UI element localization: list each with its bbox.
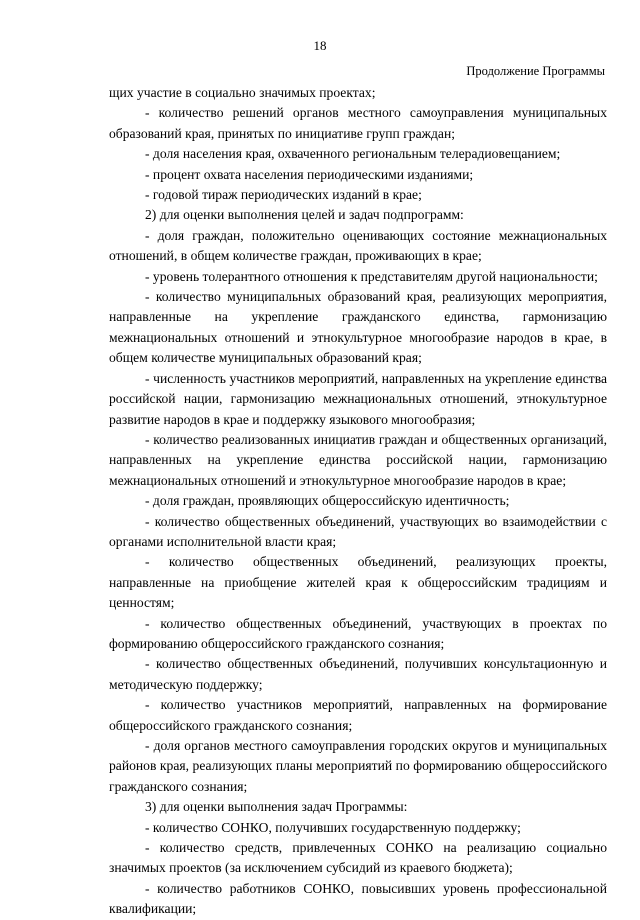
paragraph: - доля граждан, положительно оценивающих состояние межнациональных отношений, в общем количестве граждан, проживающих в крае;	[109, 227, 607, 264]
section-heading: 2) для оценки выполнения целей и задач подпрограмм:	[145, 207, 464, 223]
paragraph: - количество средств, привлеченных СОНКО на реализацию социально значимых проектов (за исключением субсидий из краевого бюджета);	[109, 840, 607, 876]
paragraph: щих участие в социально значимых проектах;	[109, 85, 376, 100]
page-number: 18	[313, 38, 327, 53]
paragraph: - количество общественных объединений, участвующих в проектах по формированию общероссийского гражданского сознания;	[109, 615, 607, 651]
paragraph: - количество СОНКО, получивших государственную поддержку;	[145, 819, 521, 835]
paragraph: - количество участников мероприятий, направленных на формирование общероссийского гражданского сознания;	[109, 697, 607, 733]
paragraph: - количество работников СОНКО, повысивших уровень профессиональной квалификации;	[109, 880, 607, 917]
section-heading: 3) для оценки выполнения задач Программы:	[145, 799, 408, 815]
paragraph: - годовой тираж периодических изданий в крае;	[145, 187, 422, 203]
paragraph: - количество муниципальных образований края, реализующих мероприятия, направленные на укрепление гражданского единства, гармонизацию межнациональных отношений и этнокультурное многообразие народов в крае, в общем количестве муниципальных образований края;	[109, 289, 607, 366]
paragraph: - уровень толерантного отношения к представителям другой национальности;	[145, 268, 598, 284]
paragraph: - численность участников мероприятий, направленных на укрепление единства российской нации, гармонизацию межнациональных отношений, этнокультурное развитие народов в крае и поддержку языкового многообразия;	[109, 370, 607, 427]
paragraph: - доля органов местного самоуправления городских округов и муниципальных районов края, реализующих планы мероприятий по формированию общероссийского гражданского сознания;	[109, 738, 607, 794]
paragraph: - процент охвата населения периодическими изданиями;	[145, 166, 474, 182]
paragraph: - количество реализованных инициатив граждан и общественных организаций, направленных на укрепление единства российской нации, гармонизацию межнациональных отношений и этнокультурное многообразие народов в крае;	[109, 431, 607, 488]
paragraph: - количество общественных объединений, получивших консультационную и методическую поддержку;	[109, 656, 607, 692]
paragraph: - доля граждан, проявляющих общероссийскую идентичность;	[145, 493, 510, 509]
body-text	[109, 83, 607, 920]
paragraph: - количество общественных объединений, реализующих проекты, направленные на приобщение жителей края к общероссийским традициям и ценностям;	[109, 554, 607, 611]
paragraph: - доля населения края, охваченного региональным телерадиовещанием;	[145, 146, 561, 162]
continuation-label: Продолжение Программы	[466, 64, 605, 78]
paragraph: - количество решений органов местного самоуправления муниципальных образований края, принятых по инициативе групп граждан;	[109, 105, 607, 141]
paragraph: - количество общественных объединений, участвующих во взаимодействии с органами исполнительной власти края;	[109, 513, 607, 549]
